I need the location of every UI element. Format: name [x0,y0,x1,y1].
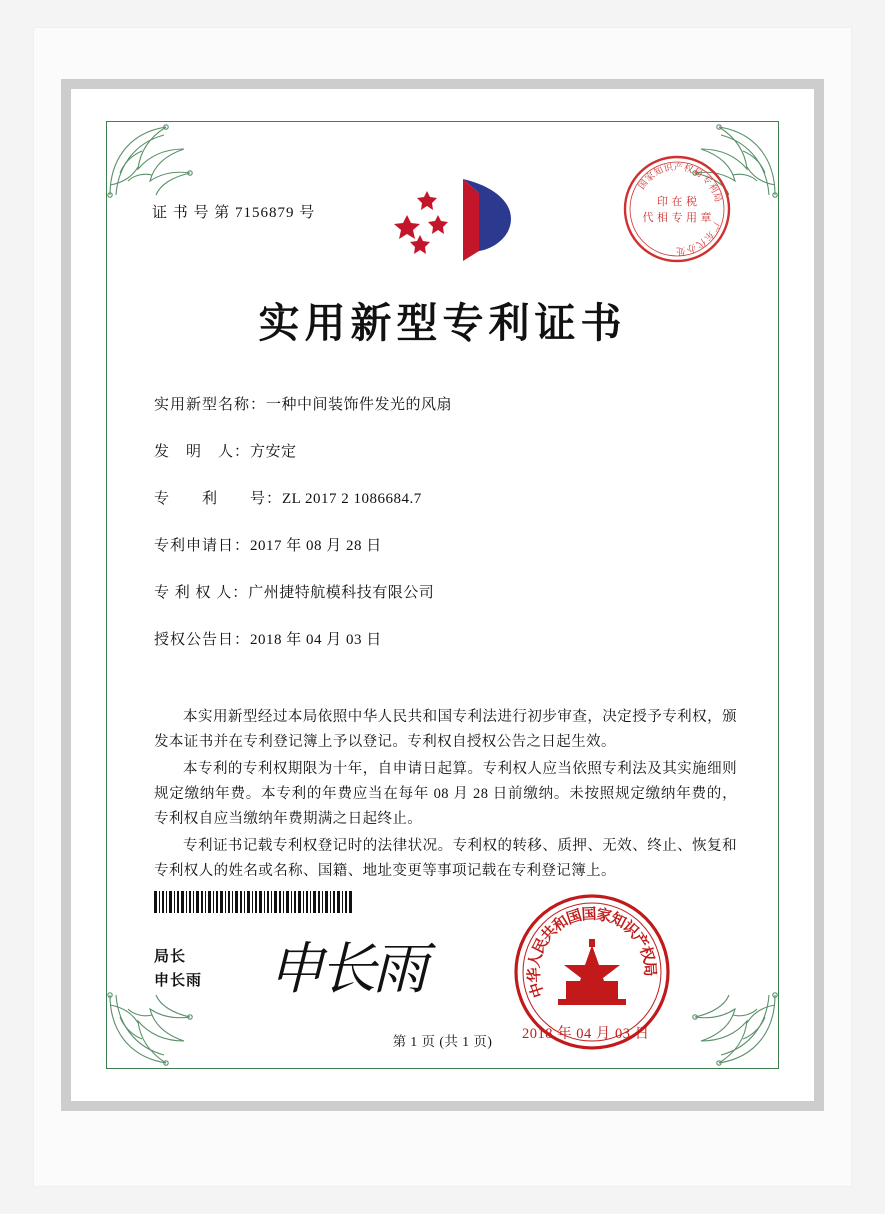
svg-text:办: 办 [685,241,697,254]
field-label: 专 利 号： [154,491,283,507]
field-label: 实用新型名称： [154,397,267,413]
field-value: ZL 2017 2 1086684.7 [282,491,422,507]
svg-text:代: 代 [693,235,708,250]
svg-text:东: 东 [701,228,716,243]
svg-text:权: 权 [682,163,695,176]
svg-text:中: 中 [525,980,548,1000]
svg-text:民: 民 [528,934,552,957]
svg-text:局: 局 [691,166,704,181]
svg-text:产: 产 [673,162,684,174]
field-label: 授权公告日： [154,632,251,648]
director-signature-label [154,945,202,993]
field-value: 2018 年 04 月 03 日 [250,632,382,648]
field-row-utility-model-name [154,393,739,414]
paragraph: 专利证书记载专利权登记时的法律状况。专利权的转移、质押、无效、终止、恢复和专利权人的姓名或名称、国籍、地址变更等事项记载在专利登记簿上。 [154,838,737,879]
handwritten-signature: 申长雨 [268,937,424,1002]
svg-text:知: 知 [607,908,630,932]
field-row-inventor [154,440,739,461]
page-footer: 第 1 页 (共 1 页) [392,1034,493,1049]
svg-text:权: 权 [636,944,659,964]
field-row-patent-number [154,487,739,508]
agency-seal-stamp [611,143,743,275]
field-value: 方安定 [250,444,297,460]
field-value: 广州捷特航模科技有限公司 [248,585,435,601]
svg-text:和: 和 [549,911,572,935]
svg-text:家: 家 [643,170,658,185]
svg-text:广: 广 [707,220,721,233]
svg-text:国: 国 [637,178,651,192]
svg-text:利: 利 [705,182,720,195]
svg-text:家: 家 [594,904,614,926]
field-value: 一种中间装饰件发光的风扇 [266,397,453,413]
seal-date: 2018 年 04 月 03 日 [522,1026,650,1042]
svg-text:局: 局 [710,191,723,204]
svg-text:产: 产 [629,929,653,952]
field-row-patentee [154,581,739,602]
svg-text:识: 识 [663,163,674,175]
svg-text:处: 处 [675,244,686,256]
field-label: 发 明 人： [154,444,251,460]
body-text [154,705,737,886]
svg-text:华: 华 [524,967,544,984]
svg-text:共: 共 [537,921,561,945]
field-label: 专 利 权 人： [154,585,249,601]
director-title: 局长 [154,949,187,965]
field-row-grant-announcement-date [154,628,739,649]
field-row-application-date [154,534,739,555]
page-title: 实用新型专利证书 [258,299,627,347]
field-label: 专利申请日： [154,538,251,554]
svg-text:印 在 税: 印 在 税 [657,195,697,208]
certificate-sheet [90,105,795,1085]
field-value: 2017 年 08 月 28 日 [250,538,382,554]
svg-text:局: 局 [640,960,660,977]
field-list [154,393,739,675]
director-name: 申长雨 [154,973,203,989]
paragraph: 本专利的专利权期限为十年，自申请日起算。专利权人应当依照专利法及其实施细则规定缴纳年费。本专利的年费应当在每年 08 月 28 日前缴纳。未按照规定缴纳年费的，专利权自应当缴纳年费期满之日起终止。 [154,761,737,827]
svg-text:国: 国 [564,905,584,928]
svg-text:识: 识 [619,917,643,941]
svg-text:国: 国 [580,904,597,924]
certificate-number: 证 书 号 第 7156879 号 [152,205,316,221]
barcode-image [154,891,354,913]
cnipa-logo-icon [393,169,523,269]
paragraph: 本实用新型经过本局依照中华人民共和国专利法进行初步审查，决定授予专利权，颁发本证书并在专利登记簿上予以登记。专利权自授权公告之日起生效。 [154,709,737,750]
svg-text:专: 专 [699,173,714,188]
svg-text:知: 知 [652,165,666,179]
svg-text:代 相 专 用 章: 代 相 专 用 章 [642,211,712,224]
svg-text:人: 人 [524,950,546,970]
